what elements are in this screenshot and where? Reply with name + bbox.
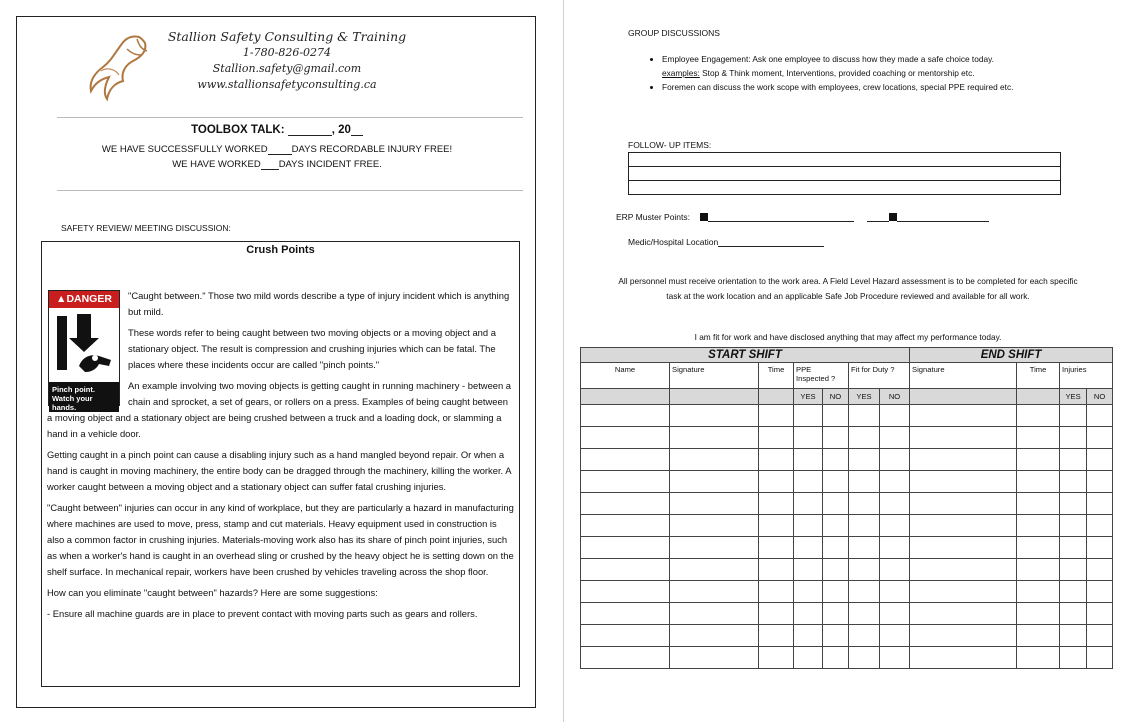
sign-in-cell[interactable]	[1060, 559, 1087, 581]
sign-in-cell[interactable]	[670, 515, 759, 537]
sign-in-cell[interactable]	[581, 405, 670, 427]
toolbox-title-prefix: TOOLBOX TALK:	[191, 124, 285, 136]
article-paragraph: How can you eliminate "caught between" hazards? Here are some suggestions:	[47, 587, 378, 598]
sign-in-cell[interactable]	[670, 603, 759, 625]
sign-in-cell[interactable]	[880, 471, 910, 493]
sign-in-cell[interactable]	[670, 471, 759, 493]
sign-in-cell[interactable]	[849, 405, 880, 427]
sign-in-cell[interactable]	[823, 515, 849, 537]
sign-in-cell[interactable]	[823, 647, 849, 669]
sign-in-cell[interactable]	[1017, 581, 1060, 603]
sign-in-cell[interactable]	[581, 647, 670, 669]
sign-in-cell[interactable]	[1017, 647, 1060, 669]
divider-top	[57, 117, 523, 118]
sign-in-cell[interactable]	[1017, 493, 1060, 515]
toolbox-title-suffix: , 20	[331, 124, 351, 136]
company-info	[167, 29, 407, 93]
yn-blank	[670, 389, 759, 405]
col-name: Name	[581, 363, 670, 389]
sign-in-cell[interactable]	[880, 581, 910, 603]
sign-in-cell[interactable]	[1017, 515, 1060, 537]
sign-in-cell[interactable]	[759, 537, 794, 559]
sign-in-cell[interactable]	[823, 493, 849, 515]
sign-in-cell[interactable]	[670, 581, 759, 603]
list-item	[662, 80, 1102, 94]
col-signature: Signature	[670, 363, 759, 389]
ppe-yes-label: YES	[794, 389, 823, 405]
sign-in-cell[interactable]	[1087, 471, 1113, 493]
list-item	[662, 52, 1102, 80]
end-shift-header: END SHIFT	[910, 348, 1113, 363]
sign-in-cell[interactable]	[849, 647, 880, 669]
table-row	[581, 559, 1113, 581]
sign-in-cell[interactable]	[670, 405, 759, 427]
sign-in-cell[interactable]	[1060, 581, 1087, 603]
table-row	[581, 493, 1113, 515]
col-signature-end: Signature	[910, 363, 1017, 389]
medic-location-blank[interactable]	[718, 246, 824, 247]
injury-free-suffix: DAYS RECORDABLE INJURY FREE!	[291, 144, 453, 155]
sign-in-cell[interactable]	[581, 581, 670, 603]
sign-in-cell[interactable]	[670, 559, 759, 581]
company-email: Stallion.safety@gmail.com	[212, 62, 362, 75]
sign-in-cell[interactable]	[849, 559, 880, 581]
sign-in-cell[interactable]	[849, 471, 880, 493]
sign-in-cell[interactable]	[910, 625, 1017, 647]
sign-in-cell[interactable]	[1017, 537, 1060, 559]
sign-in-cell[interactable]	[880, 625, 910, 647]
follow-up-row[interactable]	[629, 167, 1061, 181]
sign-in-cell[interactable]	[1017, 625, 1060, 647]
sign-in-cell[interactable]	[1060, 647, 1087, 669]
sign-in-cell[interactable]	[880, 427, 910, 449]
col-time-end: Time	[1017, 363, 1060, 389]
sign-in-cell[interactable]	[759, 603, 794, 625]
injuries-no-label: NO	[1087, 389, 1113, 405]
sign-in-cell[interactable]	[823, 427, 849, 449]
sign-in-cell[interactable]	[581, 559, 670, 581]
sign-in-cell[interactable]	[910, 493, 1017, 515]
group-discussion-list	[648, 52, 1102, 94]
danger-caption: Pinch point. Watch your hands.	[49, 382, 119, 412]
table-row	[581, 647, 1113, 669]
sign-in-cell[interactable]	[910, 603, 1017, 625]
sign-in-cell[interactable]	[1087, 625, 1113, 647]
pinch-hand-icon	[49, 308, 119, 377]
sign-in-cell[interactable]	[849, 625, 880, 647]
checkbox-icon[interactable]	[700, 213, 708, 221]
checkbox-icon[interactable]	[889, 213, 897, 221]
sign-in-cell[interactable]	[794, 515, 823, 537]
danger-header	[49, 291, 119, 308]
sign-in-cell[interactable]	[794, 405, 823, 427]
sign-in-cell[interactable]	[910, 537, 1017, 559]
bullet-engagement: Employee Engagement: Ask one employee to discuss how they made a safe choice today.	[662, 54, 994, 64]
yn-blank	[910, 389, 1017, 405]
sign-in-cell[interactable]	[581, 515, 670, 537]
sign-in-cell[interactable]	[759, 471, 794, 493]
article-paragraph: "Caught between." Those two mild words describe a type of injury incident which is anything but mild.	[128, 290, 510, 317]
fit-no-label: NO	[880, 389, 910, 405]
sign-in-cell[interactable]	[794, 603, 823, 625]
sign-in-cell[interactable]	[794, 581, 823, 603]
sign-in-cell[interactable]	[794, 537, 823, 559]
article-paragraph: "Caught between" injuries can occur in any kind of workplace, but they are particularly a hazard in manufacturing where machines are used to move, press, stamp and cut materials. Heavy equipment used in construction is also a common factor in crushing injuries. Materials-moving work also has its share of pinch point injuries, such as when a worker's hand is caught in an overhead sling or crushed by the heavy object he is setting down on the shelf surface. In mechanical repair, workers have been crushed by vehicles traveling across the shop floor.	[47, 502, 514, 577]
sign-in-cell[interactable]	[1017, 471, 1060, 493]
examples-label: examples:	[662, 68, 700, 78]
sign-in-cell[interactable]	[849, 449, 880, 471]
sign-in-cell[interactable]	[1017, 559, 1060, 581]
table-row	[581, 537, 1113, 559]
sign-in-cell[interactable]	[910, 449, 1017, 471]
sign-in-cell[interactable]	[880, 449, 910, 471]
sign-in-cell[interactable]	[581, 603, 670, 625]
sign-in-cell[interactable]	[1060, 625, 1087, 647]
sign-in-cell[interactable]	[759, 647, 794, 669]
sign-in-cell[interactable]	[759, 493, 794, 515]
right-page	[578, 16, 1118, 716]
sign-in-cell[interactable]	[1060, 493, 1087, 515]
article-box	[41, 241, 520, 687]
sign-in-cell[interactable]	[1087, 647, 1113, 669]
sign-in-cell[interactable]	[823, 625, 849, 647]
sign-in-cell[interactable]	[581, 493, 670, 515]
company-name: Stallion Safety Consulting & Training	[167, 29, 407, 44]
sign-in-cell[interactable]	[581, 449, 670, 471]
sign-in-cell[interactable]	[1087, 581, 1113, 603]
company-website: www.stallionsafetyconsulting.ca	[197, 78, 377, 91]
medic-label: Medic/Hospital Location	[628, 237, 719, 247]
group-discussions-title: GROUP DISCUSSIONS	[628, 28, 720, 38]
sign-in-cell[interactable]	[823, 581, 849, 603]
sign-in-cell[interactable]	[1060, 537, 1087, 559]
sign-in-cell[interactable]	[849, 515, 880, 537]
sign-in-cell[interactable]	[670, 449, 759, 471]
sign-in-cell[interactable]	[910, 471, 1017, 493]
sign-in-cell[interactable]	[794, 471, 823, 493]
follow-up-table	[628, 152, 1061, 195]
sign-in-cell[interactable]	[1060, 603, 1087, 625]
sign-in-cell[interactable]	[910, 515, 1017, 537]
muster-point-2-lead[interactable]	[867, 221, 889, 222]
table-row	[581, 581, 1113, 603]
section-label: SAFETY REVIEW/ MEETING DISCUSSION:	[61, 223, 231, 233]
sign-in-cell[interactable]	[1087, 537, 1113, 559]
sign-in-cell[interactable]	[880, 537, 910, 559]
sign-in-cell[interactable]	[1087, 559, 1113, 581]
sign-in-cell[interactable]	[1060, 515, 1087, 537]
sign-in-cell[interactable]	[581, 427, 670, 449]
sign-in-cell[interactable]	[910, 427, 1017, 449]
sign-in-cell[interactable]	[823, 603, 849, 625]
danger-sign	[48, 290, 120, 412]
sign-in-cell[interactable]	[880, 515, 910, 537]
fit-yes-label: YES	[849, 389, 880, 405]
sign-in-cell[interactable]	[849, 493, 880, 515]
fit-statement: I am fit for work and have disclosed anything that may affect my performance today.	[694, 332, 1002, 342]
sign-in-cell[interactable]	[823, 405, 849, 427]
sign-in-cell[interactable]	[1087, 427, 1113, 449]
left-page	[16, 16, 536, 708]
sign-in-cell[interactable]	[1017, 427, 1060, 449]
follow-up-row[interactable]	[629, 181, 1061, 195]
sign-in-cell[interactable]	[1087, 603, 1113, 625]
muster-point-1-blank[interactable]	[708, 221, 854, 222]
divider-bottom	[57, 190, 523, 191]
year-blank[interactable]	[351, 135, 363, 136]
sign-in-cell[interactable]	[794, 449, 823, 471]
sign-in-cell[interactable]	[794, 647, 823, 669]
sign-in-cell[interactable]	[670, 647, 759, 669]
article-paragraph: An example involving two moving objects is getting caught in running machinery - between a chain and sprocket, a set of gears, or rollers on a press. Examples of being caught between a moving object and a stationary object are being crushed between a truck and a loading dock, or slamming a hand in a vehicle door.	[47, 380, 512, 439]
article-title: Crush Points	[246, 244, 315, 256]
bullet-foremen: Foremen can discuss the work scope with employees, crew locations, special PPE required etc.	[662, 82, 1014, 92]
article-body	[42, 288, 519, 627]
sign-in-cell[interactable]	[880, 603, 910, 625]
sign-in-cell[interactable]	[581, 471, 670, 493]
stallion-logo	[81, 31, 165, 103]
sign-in-cell[interactable]	[1087, 449, 1113, 471]
injuries-yes-label: YES	[1060, 389, 1087, 405]
sign-in-table	[580, 347, 1113, 669]
sign-in-cell[interactable]	[910, 647, 1017, 669]
sign-in-cell[interactable]	[759, 515, 794, 537]
table-row	[581, 603, 1113, 625]
sign-in-cell[interactable]	[759, 449, 794, 471]
table-row	[581, 449, 1113, 471]
sign-in-cell[interactable]	[1017, 449, 1060, 471]
page-divider	[563, 0, 564, 722]
yn-blank	[581, 389, 670, 405]
sign-in-cell[interactable]	[1060, 405, 1087, 427]
sign-in-cell[interactable]	[794, 493, 823, 515]
table-row	[581, 427, 1113, 449]
sign-in-cell[interactable]	[670, 625, 759, 647]
article-paragraph: - Ensure all machine guards are in place to prevent contact with moving parts such as gears and rollers.	[47, 608, 478, 619]
sign-in-cell[interactable]	[759, 581, 794, 603]
sign-in-cell[interactable]	[1017, 603, 1060, 625]
orientation-notice: All personnel must receive orientation to the work area. A Field Level Hazard assessment is to be completed for each specific task at the work location and an applicable Safe Job Procedure reviewed and available for all work.	[618, 276, 1078, 301]
erp-muster-line	[616, 212, 989, 222]
erp-label: ERP Muster Points:	[616, 212, 691, 222]
date-blank[interactable]	[288, 135, 332, 136]
sign-in-cell[interactable]	[794, 625, 823, 647]
sign-in-cell[interactable]	[794, 427, 823, 449]
col-fit: Fit for Duty ?	[849, 363, 910, 389]
table-row	[581, 625, 1113, 647]
sign-in-rows	[581, 405, 1113, 669]
ppe-no-label: NO	[823, 389, 849, 405]
follow-up-row[interactable]	[629, 153, 1061, 167]
col-ppe: PPE Inspected ?	[794, 363, 849, 389]
sign-in-cell[interactable]	[910, 559, 1017, 581]
sign-in-cell[interactable]	[849, 581, 880, 603]
sign-in-cell[interactable]	[823, 471, 849, 493]
table-row	[581, 515, 1113, 537]
sign-in-cell[interactable]	[880, 493, 910, 515]
sign-in-cell[interactable]	[581, 625, 670, 647]
col-injuries: Injuries	[1060, 363, 1113, 389]
start-shift-header: START SHIFT	[581, 348, 910, 363]
warning-triangle-icon: ▲	[56, 293, 67, 305]
sign-in-cell[interactable]	[910, 581, 1017, 603]
incident-free-line	[17, 159, 537, 170]
follow-up-label: FOLLOW- UP ITEMS:	[628, 140, 712, 150]
sign-in-cell[interactable]	[1060, 427, 1087, 449]
toolbox-talk-title	[17, 124, 537, 136]
sign-in-cell[interactable]	[849, 427, 880, 449]
injury-free-days-blank[interactable]	[268, 154, 292, 155]
muster-point-2-blank[interactable]	[897, 221, 989, 222]
medic-line	[628, 237, 824, 247]
sign-in-cell[interactable]	[759, 427, 794, 449]
sign-in-cell[interactable]	[880, 559, 910, 581]
article-paragraph: Getting caught in a pinch point can cause a disabling injury such as a hand mangled beyond repair. Or when a hand is caught in moving machinery, the entire body can be dragged through the machinery, killing the worker. A worker caught between a moving object and a stationary object can suffer fatal crushing injuries.	[47, 449, 511, 492]
yn-blank	[1017, 389, 1060, 405]
sign-in-cell[interactable]	[1060, 471, 1087, 493]
sign-in-cell[interactable]	[581, 537, 670, 559]
sign-in-cell[interactable]	[1060, 449, 1087, 471]
col-time: Time	[759, 363, 794, 389]
sign-in-cell[interactable]	[1087, 405, 1113, 427]
danger-label: DANGER	[66, 293, 112, 305]
article-paragraph: These words refer to being caught between two moving objects or a moving object and a stationary object. The result is compression and crushing injuries which can be fatal. The places where these incidents occur are called "pinch points."	[128, 327, 496, 370]
sign-in-cell[interactable]	[670, 493, 759, 515]
incident-free-suffix: DAYS INCIDENT FREE.	[278, 159, 382, 170]
sign-in-cell[interactable]	[1017, 405, 1060, 427]
sign-in-cell[interactable]	[759, 405, 794, 427]
sign-in-cell[interactable]	[1087, 515, 1113, 537]
table-row	[581, 405, 1113, 427]
table-row	[581, 471, 1113, 493]
sign-in-cell[interactable]	[849, 537, 880, 559]
sign-in-cell[interactable]	[823, 537, 849, 559]
sign-in-cell[interactable]	[759, 625, 794, 647]
sign-in-cell[interactable]	[759, 559, 794, 581]
sign-in-cell[interactable]	[823, 449, 849, 471]
sign-in-cell[interactable]	[880, 647, 910, 669]
injury-free-prefix: WE HAVE SUCCESSFULLY WORKED	[101, 144, 268, 155]
examples-text: Stop & Think moment, Interventions, provided coaching or mentorship etc.	[699, 68, 975, 78]
incident-free-days-blank[interactable]	[261, 169, 279, 170]
sign-in-cell[interactable]	[670, 537, 759, 559]
company-phone: 1-780-826-0274	[242, 46, 332, 59]
recordable-injury-line	[17, 144, 537, 155]
sign-in-cell[interactable]	[823, 559, 849, 581]
sign-in-cell[interactable]	[670, 427, 759, 449]
yn-blank	[759, 389, 794, 405]
sign-in-cell[interactable]	[1087, 493, 1113, 515]
incident-free-prefix: WE HAVE WORKED	[172, 159, 261, 170]
sign-in-cell[interactable]	[880, 405, 910, 427]
sign-in-cell[interactable]	[849, 603, 880, 625]
sign-in-cell[interactable]	[910, 405, 1017, 427]
sign-in-cell[interactable]	[794, 559, 823, 581]
